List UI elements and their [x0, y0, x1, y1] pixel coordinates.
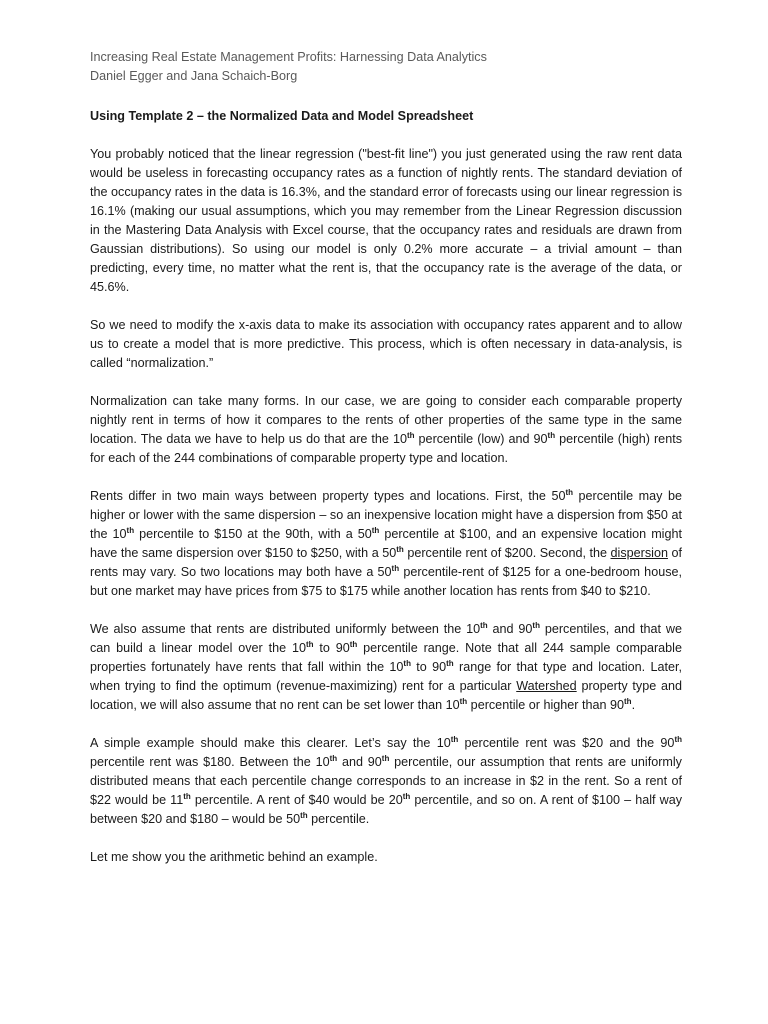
superscript: th [624, 696, 632, 706]
superscript: th [349, 639, 358, 649]
text-run: percentile, and so on. A rent of $100 – half way between $20 and $180 – would be 50 [90, 793, 682, 826]
superscript: th [305, 639, 314, 649]
superscript: th [406, 430, 415, 440]
text-run: Rents differ in two main ways between property types and locations. First, the 50 [90, 489, 566, 503]
text-run: percentile. A rent of $40 would be 20 [190, 793, 403, 807]
paragraph-3 [90, 392, 682, 468]
text-run: and 90 [487, 622, 533, 636]
superscript: th [396, 544, 404, 554]
text-run: percentile (high) rents for each of the 244 combinations of comparable property type and location. [90, 432, 682, 465]
superscript: th [480, 620, 488, 630]
superscript: th [674, 734, 682, 744]
paragraph-5 [90, 620, 682, 715]
text-run: percentile rent of $200. Second, the [403, 546, 611, 560]
superscript: th [403, 658, 411, 668]
paragraph-7: Let me show you the arithmetic behind an example. [90, 850, 378, 864]
text-run: percentile, our assumption that rents are uniformly distributed means that each percentile change corresponds to an increase in $2 in the rent. So a rent of $22 would be 11 [90, 755, 682, 807]
paragraph-1: You probably noticed that the linear regression ("best-fit line") you just generated using the raw rent data would be useless in forecasting occupancy rates as a function of nightly rents. The standard deviation of the occupancy rates in the data is 16.3%, and the standard error of forecasts using our linear regression is 16.1% (making our usual assumptions, which you may remember from the Linear Regression discussion in the Mastering Data Analysis with Excel course, that the occupancy rates and residuals are drawn from Gaussian distributions). So using our model is only 0.2% more accurate – a trivial amount – than predicting, every time, no matter what the rent is, that the occupancy rate is the average of the data, or 45.6%. [90, 147, 682, 294]
underlined-term-watershed: Watershed [516, 679, 577, 693]
superscript: th [446, 658, 454, 668]
text-run: percentile rent was $180. Between the 10 [90, 755, 330, 769]
paragraph-4 [90, 487, 682, 601]
text-run: range for that type and location. Later, when trying to find the optimum (revenue-maximizing) rent for a particular [90, 660, 682, 693]
text-run: percentile (low) and 90 [414, 432, 548, 446]
superscript: th [126, 525, 135, 535]
superscript: th [381, 753, 390, 763]
text-run: of rents may vary. So two locations may both have a 50 [90, 546, 682, 579]
text-run: percentile may be higher or lower with the same dispersion – so an inexpensive location might have a dispersion from $50 at the 10 [90, 489, 683, 541]
text-run: percentiles, and that we can build a linear model over the 10 [90, 622, 682, 655]
superscript: th [371, 525, 380, 535]
text-run: We also assume that rents are distributed uniformly between the 10 [90, 622, 481, 636]
text-run: and 90 [337, 755, 382, 769]
text-run: percentile rent was $20 and the 90 [458, 736, 675, 750]
underlined-term-dispersion: dispersion [610, 546, 668, 560]
superscript: th [391, 563, 400, 573]
text-run: percentile at $100, and an expensive location might have the same dispersion over $150 to $250, with a 50 [90, 527, 682, 560]
text-run: percentile to $150 at the 90th, with a 50 [134, 527, 372, 541]
text-run: property type and location, we will also assume that no rent can be set lower than 10 [90, 679, 682, 712]
text-run: percentile. [307, 812, 370, 826]
text-run: A simple example should make this clearer. Let’s say the 10 [90, 736, 451, 750]
superscript: th [532, 620, 540, 630]
text-run: percentile-rent of $125 for a one-bedroom house, but one market may have prices from $75 to $175 while another location has rents from $40 to $210. [90, 565, 682, 598]
superscript: th [329, 753, 338, 763]
superscript: th [459, 696, 468, 706]
superscript: th [450, 734, 459, 744]
paragraph-2: So we need to modify the x-axis data to make its association with occupancy rates apparent and to allow us to create a model that is more predictive. This process, which is often necessary in data-analysis, is called “normalization.” [90, 318, 682, 370]
text-run: Normalization can take many forms. In our case, we are going to consider each comparable property nightly rent in terms of how it compares to the rents of other properties of the same type in the same location. The data we have to help us do that are the 10 [90, 394, 682, 446]
paragraph-6 [90, 734, 682, 829]
text-run: to 90 [313, 641, 350, 655]
text-run: . [631, 698, 636, 712]
superscript: th [402, 791, 411, 801]
section-title: Using Template 2 – the Normalized Data and Model Spreadsheet [90, 109, 474, 123]
superscript: th [300, 810, 308, 820]
superscript: th [183, 791, 191, 801]
text-run: percentile range. Note that all 244 sample comparable properties fortunately have rents that fall within the 10 [90, 641, 682, 674]
superscript: th [565, 487, 574, 497]
text-run: to 90 [410, 660, 447, 674]
running-header-authors: Daniel Egger and Jana Schaich-Borg [90, 69, 298, 83]
text-run: percentile or higher than 90 [467, 698, 625, 712]
running-header-title: Increasing Real Estate Management Profits: Harnessing Data Analytics [90, 50, 487, 64]
superscript: th [547, 430, 556, 440]
